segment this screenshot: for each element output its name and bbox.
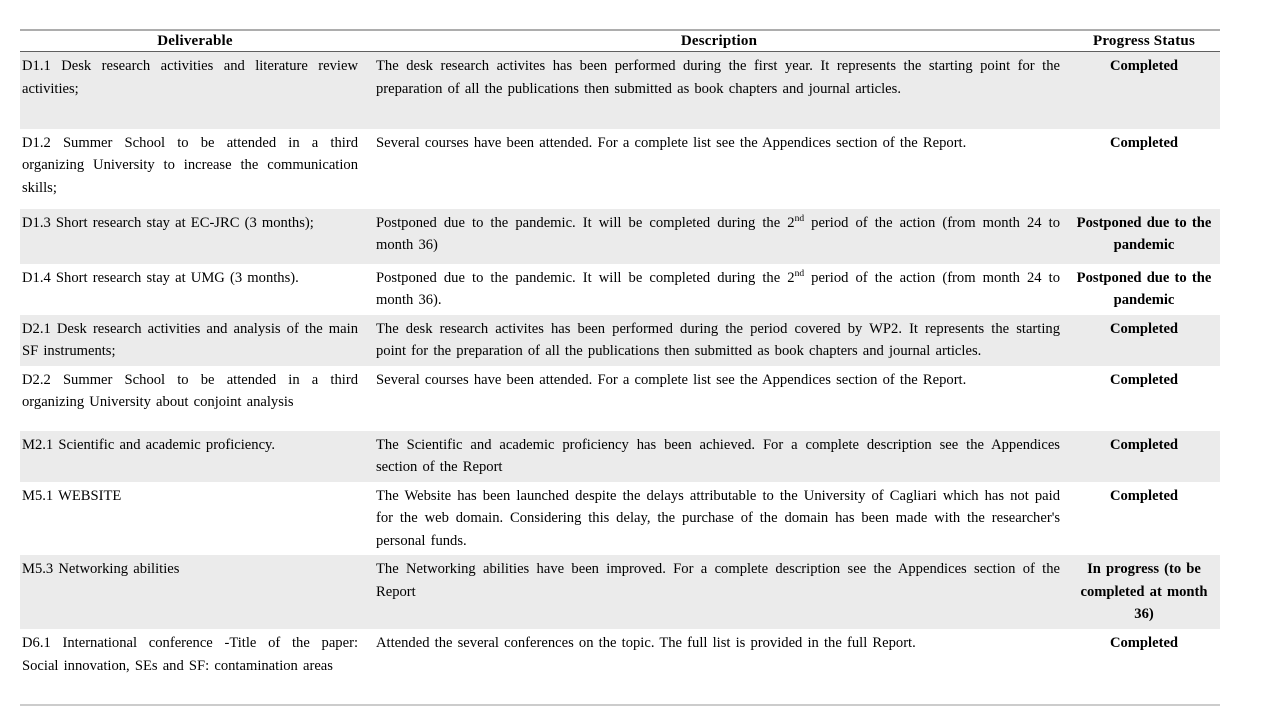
status-cell: Completed: [1109, 436, 1179, 453]
deliverable-cell: D2.2 Summer School to be attended in a third organizing University about conjoint analysis: [22, 371, 358, 410]
deliverable-cell: D1.4 Short research stay at UMG (3 months).: [22, 269, 299, 286]
table-row: [20, 129, 1220, 209]
description-cell: The Website has been launched despite the delays attributable to the University of Cagliari which has not paid for the web domain. Considering this delay, the purchase of the domain has been made with the researcher's personal funds.: [376, 487, 1060, 549]
deliverables-table: [20, 29, 1220, 706]
column-header-progress-status: Progress Status: [1068, 30, 1220, 52]
status-cell: Postponed due to the pandemic: [1076, 214, 1212, 253]
column-header-deliverable: Deliverable: [20, 30, 370, 52]
description-cell: Several courses have been attended. For a complete list see the Appendices section of the Report.: [376, 134, 967, 151]
deliverable-cell: M2.1 Scientific and academic proficiency.: [22, 436, 276, 453]
description-cell: Postponed due to the pandemic. It will be completed during the 2nd period of the action (from month 24 to month 36): [376, 213, 1060, 253]
description-cell: Postponed due to the pandemic. It will be completed during the 2nd period of the action (from month 24 to month 36).: [376, 268, 1060, 308]
description-cell: The Scientific and academic proficiency has been achieved. For a complete description see the Appendices section of the Report: [376, 436, 1060, 475]
table-header: [20, 30, 1220, 52]
table-row: [20, 209, 1220, 264]
table-row: [20, 431, 1220, 482]
deliverable-cell: D2.1 Desk research activities and analysis of the main SF instruments;: [22, 320, 358, 359]
description-cell: The Networking abilities have been improved. For a complete description see the Appendices section of the Report: [376, 561, 1060, 600]
table-row: [20, 264, 1220, 315]
status-cell: Completed: [1109, 58, 1179, 74]
deliverable-cell: D1.2 Summer School to be attended in a third organizing University to increase the communication skills;: [22, 134, 358, 196]
description-cell: Several courses have been attended. For a complete list see the Appendices section of the Report.: [376, 371, 967, 388]
table-row: [20, 629, 1220, 705]
status-cell: Completed: [1109, 635, 1179, 651]
table-row: [20, 482, 1220, 556]
status-cell: Postponed due to the pandemic: [1076, 269, 1212, 308]
table-body: [20, 52, 1220, 706]
status-cell: In progress (to be completed at month 36): [1080, 561, 1208, 622]
table-row: [20, 555, 1220, 629]
header-row: [20, 30, 1220, 52]
description-cell: Attended the several conferences on the topic. The full list is provided in the full Report.: [376, 635, 916, 651]
deliverable-cell: D6.1 International conference -Title of the paper: Social innovation, SEs and SF: contamination areas: [22, 635, 358, 674]
status-cell: Completed: [1109, 487, 1179, 504]
description-cell: The desk research activites has been performed during the period covered by WP2. It represents the starting point for the preparation of all the publications then submitted as book chapters and journal articles.: [376, 320, 1060, 359]
status-cell: Completed: [1109, 320, 1179, 337]
status-cell: Completed: [1109, 371, 1179, 388]
column-header-description: Description: [370, 30, 1068, 52]
table-row: [20, 52, 1220, 129]
status-cell: Completed: [1109, 134, 1179, 151]
deliverable-cell: M5.1 WEBSITE: [22, 487, 122, 504]
table-row: [20, 366, 1220, 431]
description-cell: The desk research activites has been performed during the first year. It represents the starting point for the preparation of all the publications then submitted as book chapters and journal articles.: [376, 58, 1060, 97]
deliverable-cell: D1.1 Desk research activities and literature review activities;: [22, 58, 358, 97]
deliverable-cell: M5.3 Networking abilities: [22, 561, 180, 577]
table-row: [20, 315, 1220, 366]
deliverable-cell: D1.3 Short research stay at EC-JRC (3 months);: [22, 214, 314, 231]
